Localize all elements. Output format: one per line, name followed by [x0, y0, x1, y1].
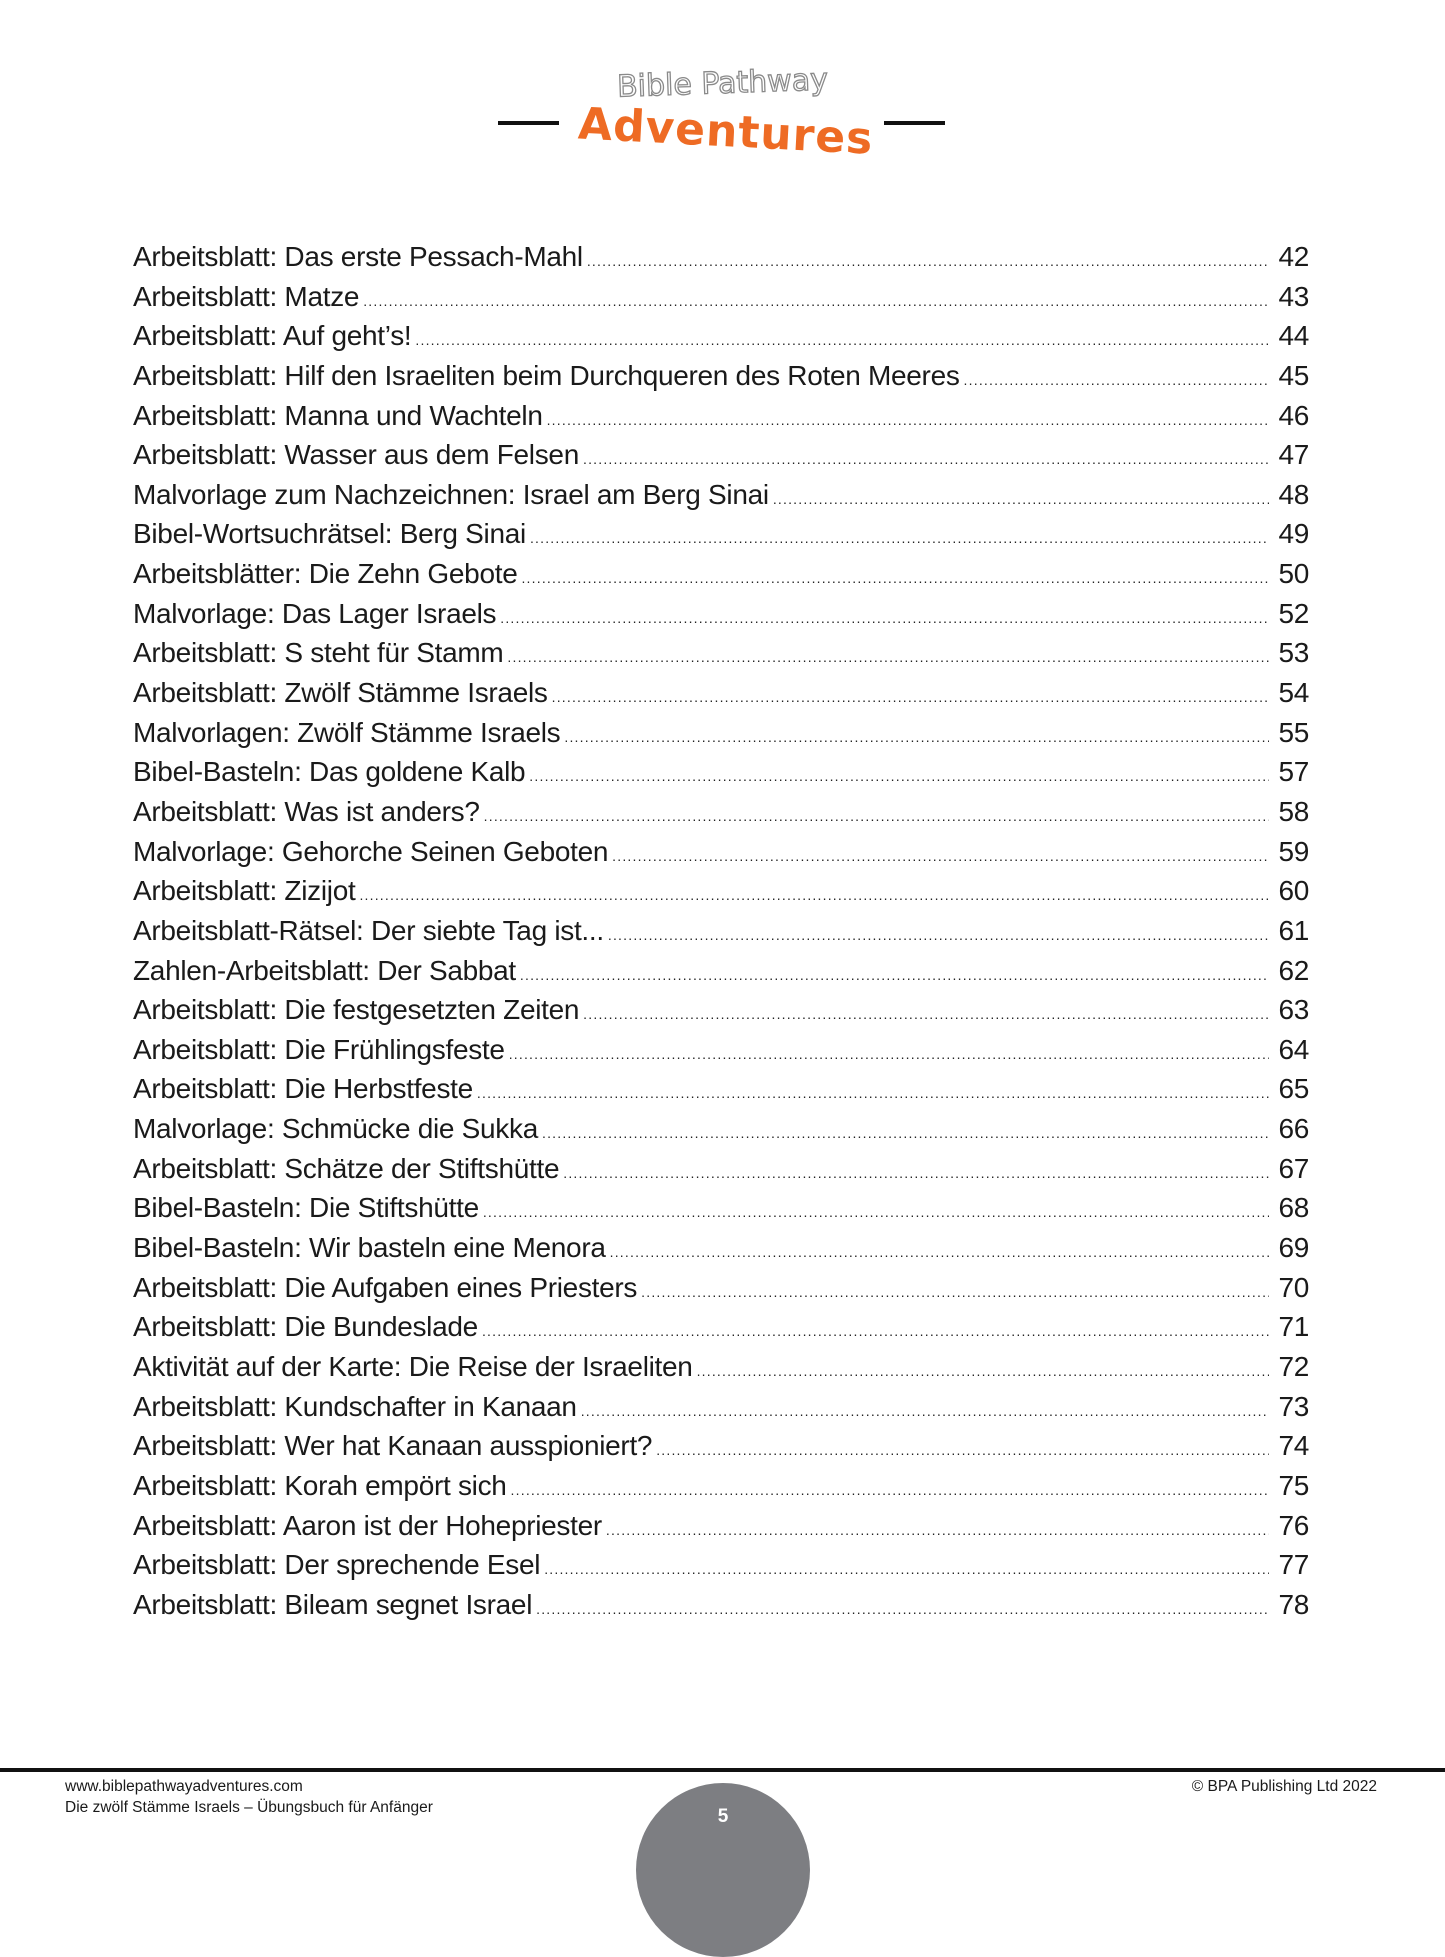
toc-entry-title: Bibel-Basteln: Das goldene Kalb	[133, 756, 526, 788]
toc-entry-page: 71	[1278, 1311, 1309, 1343]
toc-dot-leader	[564, 718, 1269, 758]
toc-entry-page: 63	[1278, 994, 1309, 1026]
toc-entry-page: 72	[1278, 1350, 1309, 1382]
toc-entry-title: Arbeitsblatt-Rätsel: Der siebte Tag ist...	[133, 914, 604, 946]
toc-entry-page: 57	[1278, 756, 1309, 788]
toc-entry	[133, 1030, 1309, 1070]
toc-entry-title: Arbeitsblatt: Korah empört sich	[133, 1469, 507, 1501]
toc-entry-title: Malvorlage: Gehorche Seinen Geboten	[133, 835, 609, 867]
toc-dot-leader	[697, 1352, 1269, 1392]
toc-entry-page: 59	[1278, 835, 1309, 867]
toc-entry	[133, 832, 1309, 872]
toc-dot-leader	[363, 282, 1269, 322]
toc-entry	[133, 1506, 1309, 1546]
toc-dot-leader	[587, 242, 1269, 282]
toc-entry-title: Malvorlage: Schmücke die Sukka	[133, 1113, 538, 1145]
toc-entry-title: Arbeitsblatt: Die festgesetzten Zeiten	[133, 994, 580, 1026]
toc-dot-leader	[610, 1233, 1269, 1273]
toc-dot-leader	[536, 1590, 1269, 1630]
toc-entry-title: Arbeitsblatt: S steht für Stamm	[133, 637, 504, 669]
toc-entry-title: Bibel-Basteln: Die Stiftshütte	[133, 1192, 479, 1224]
toc-entry-page: 70	[1278, 1271, 1309, 1303]
toc-entry-page: 77	[1278, 1549, 1309, 1581]
toc-dot-leader	[520, 956, 1269, 996]
toc-entry	[133, 1188, 1309, 1228]
toc-entry-title: Arbeitsblatt: Zwölf Stämme Israels	[133, 677, 548, 709]
toc-entry-title: Arbeitsblatt: Auf geht’s!	[133, 320, 412, 352]
toc-entry	[133, 1228, 1309, 1268]
table-of-contents	[133, 237, 1309, 1624]
toc-entry-page: 54	[1278, 677, 1309, 709]
toc-entry	[133, 673, 1309, 713]
toc-dot-leader	[608, 916, 1269, 956]
footer-website: www.biblepathwayadventures.com	[65, 1778, 303, 1795]
toc-entry-title: Arbeitsblatt: Kundschafter in Kanaan	[133, 1390, 577, 1422]
logo-right-rule	[884, 121, 945, 125]
logo-text-top: Bible Pathway	[616, 62, 829, 105]
toc-entry	[133, 871, 1309, 911]
toc-dot-leader	[552, 678, 1269, 718]
toc-entry	[133, 554, 1309, 594]
toc-entry	[133, 713, 1309, 753]
toc-entry	[133, 1069, 1309, 1109]
toc-entry-title: Bibel-Basteln: Wir basteln eine Menora	[133, 1232, 606, 1264]
toc-entry-title: Arbeitsblatt: Die Bundeslade	[133, 1311, 478, 1343]
toc-entry-title: Arbeitsblätter: Die Zehn Gebote	[133, 558, 518, 590]
toc-entry-title: Arbeitsblatt: Wer hat Kanaan ausspioniert?	[133, 1430, 653, 1462]
toc-entry	[133, 1307, 1309, 1347]
toc-entry	[133, 633, 1309, 673]
toc-entry-page: 61	[1278, 914, 1309, 946]
toc-entry-title: Malvorlagen: Zwölf Stämme Israels	[133, 716, 561, 748]
toc-entry-title: Aktivität auf der Karte: Die Reise der Israeliten	[133, 1350, 693, 1382]
toc-entry	[133, 1347, 1309, 1387]
toc-entry-page: 62	[1278, 954, 1309, 986]
toc-entry-page: 42	[1278, 241, 1309, 272]
toc-entry	[133, 1585, 1309, 1625]
toc-dot-leader	[606, 1511, 1269, 1551]
toc-entry	[133, 1387, 1309, 1427]
toc-entry-page: 45	[1278, 359, 1309, 391]
toc-entry-title: Arbeitsblatt: Bileam segnet Israel	[133, 1588, 533, 1620]
toc-entry-title: Malvorlage zum Nachzeichnen: Israel am Berg Sinai	[133, 478, 769, 510]
toc-entry	[133, 356, 1309, 396]
toc-entry	[133, 475, 1309, 515]
header-logo	[0, 30, 1445, 165]
toc-entry-title: Arbeitsblatt: Die Aufgaben eines Priesters	[133, 1271, 638, 1303]
toc-entry-page: 48	[1278, 478, 1309, 510]
toc-entry-title: Arbeitsblatt: Die Frühlingsfeste	[133, 1033, 505, 1065]
page-number: 5	[717, 1806, 729, 1827]
toc-entry	[133, 1109, 1309, 1149]
toc-entry	[133, 1545, 1309, 1585]
toc-entry-page: 66	[1278, 1113, 1309, 1145]
toc-entry	[133, 277, 1309, 317]
toc-entry-page: 53	[1278, 637, 1309, 669]
toc-entry-page: 78	[1278, 1588, 1309, 1620]
toc-entry-title: Arbeitsblatt: Hilf den Israeliten beim Durchqueren des Roten Meeres	[133, 359, 960, 391]
toc-entry	[133, 951, 1309, 991]
toc-entry	[133, 316, 1309, 356]
toc-dot-leader	[477, 1074, 1269, 1114]
toc-entry-title: Arbeitsblatt: Was ist anders?	[133, 795, 480, 827]
toc-dot-leader	[511, 1471, 1269, 1511]
toc-entry-title: Bibel-Wortsuchrätsel: Berg Sinai	[133, 518, 526, 550]
toc-dot-leader	[544, 1550, 1269, 1590]
toc-dot-leader	[563, 1154, 1269, 1194]
toc-dot-leader	[509, 1035, 1269, 1075]
toc-entry-title: Arbeitsblatt: Die Herbstfeste	[133, 1073, 473, 1105]
toc-entry	[133, 435, 1309, 475]
logo-text-main: Adventures	[576, 98, 875, 165]
toc-entry-title: Malvorlage: Das Lager Israels	[133, 597, 497, 629]
toc-entry-title: Arbeitsblatt: Das erste Pessach-Mahl	[133, 241, 583, 272]
toc-dot-leader	[547, 401, 1269, 441]
toc-dot-leader	[773, 480, 1269, 520]
toc-entry	[133, 237, 1309, 277]
toc-entry	[133, 396, 1309, 436]
toc-entry-title: Arbeitsblatt: Der sprechende Esel	[133, 1549, 541, 1581]
toc-dot-leader	[507, 638, 1269, 678]
toc-entry-page: 68	[1278, 1192, 1309, 1224]
toc-entry-page: 64	[1278, 1033, 1309, 1065]
toc-entry-title: Arbeitsblatt: Aaron ist der Hohepriester	[133, 1509, 602, 1541]
toc-entry-page: 44	[1278, 320, 1309, 352]
toc-entry-page: 58	[1278, 795, 1309, 827]
toc-entry-title: Arbeitsblatt: Matze	[133, 280, 360, 312]
toc-entry-page: 50	[1278, 558, 1309, 590]
toc-entry-page: 75	[1278, 1469, 1309, 1501]
toc-dot-leader	[656, 1431, 1269, 1471]
toc-dot-leader	[521, 559, 1269, 599]
toc-dot-leader	[583, 995, 1269, 1035]
toc-dot-leader	[542, 1114, 1269, 1154]
toc-entry-page: 43	[1278, 280, 1309, 312]
toc-entry-page: 74	[1278, 1430, 1309, 1462]
toc-dot-leader	[529, 757, 1269, 797]
toc-entry	[133, 990, 1309, 1030]
footer-copyright: © BPA Publishing Ltd 2022	[1191, 1778, 1377, 1795]
toc-entry	[133, 1466, 1309, 1506]
toc-entry-page: 55	[1278, 716, 1309, 748]
toc-entry	[133, 1149, 1309, 1189]
toc-dot-leader	[641, 1273, 1269, 1313]
toc-entry	[133, 792, 1309, 832]
toc-entry-page: 65	[1278, 1073, 1309, 1105]
toc-entry-page: 67	[1278, 1152, 1309, 1184]
toc-entry-title: Arbeitsblatt: Wasser aus dem Felsen	[133, 439, 579, 471]
footer-book-title: Die zwölf Stämme Israels – Übungsbuch für Anfänger	[65, 1799, 433, 1816]
toc-dot-leader	[612, 837, 1269, 877]
toc-entry-page: 46	[1278, 399, 1309, 431]
toc-entry-title: Arbeitsblatt: Zizijot	[133, 875, 356, 907]
toc-entry	[133, 1426, 1309, 1466]
toc-dot-leader	[964, 361, 1269, 401]
toc-entry	[133, 911, 1309, 951]
toc-entry-page: 73	[1278, 1390, 1309, 1422]
toc-dot-leader	[500, 599, 1269, 639]
toc-dot-leader	[581, 1392, 1269, 1432]
logo-left-rule	[498, 121, 559, 125]
toc-entry-page: 52	[1278, 597, 1309, 629]
toc-entry	[133, 752, 1309, 792]
toc-entry-page: 49	[1278, 518, 1309, 550]
toc-entry-title: Arbeitsblatt: Schätze der Stiftshütte	[133, 1152, 560, 1184]
toc-entry-page: 47	[1278, 439, 1309, 471]
toc-dot-leader	[530, 519, 1269, 559]
toc-entry	[133, 594, 1309, 634]
toc-entry-page: 76	[1278, 1509, 1309, 1541]
toc-entry-title: Zahlen-Arbeitsblatt: Der Sabbat	[133, 954, 516, 986]
toc-entry-page: 69	[1278, 1232, 1309, 1264]
toc-entry	[133, 514, 1309, 554]
footer-divider	[0, 1768, 1445, 1772]
toc-entry-title: Arbeitsblatt: Manna und Wachteln	[133, 399, 543, 431]
toc-entry-page: 60	[1278, 875, 1309, 907]
toc-entry	[133, 1268, 1309, 1308]
